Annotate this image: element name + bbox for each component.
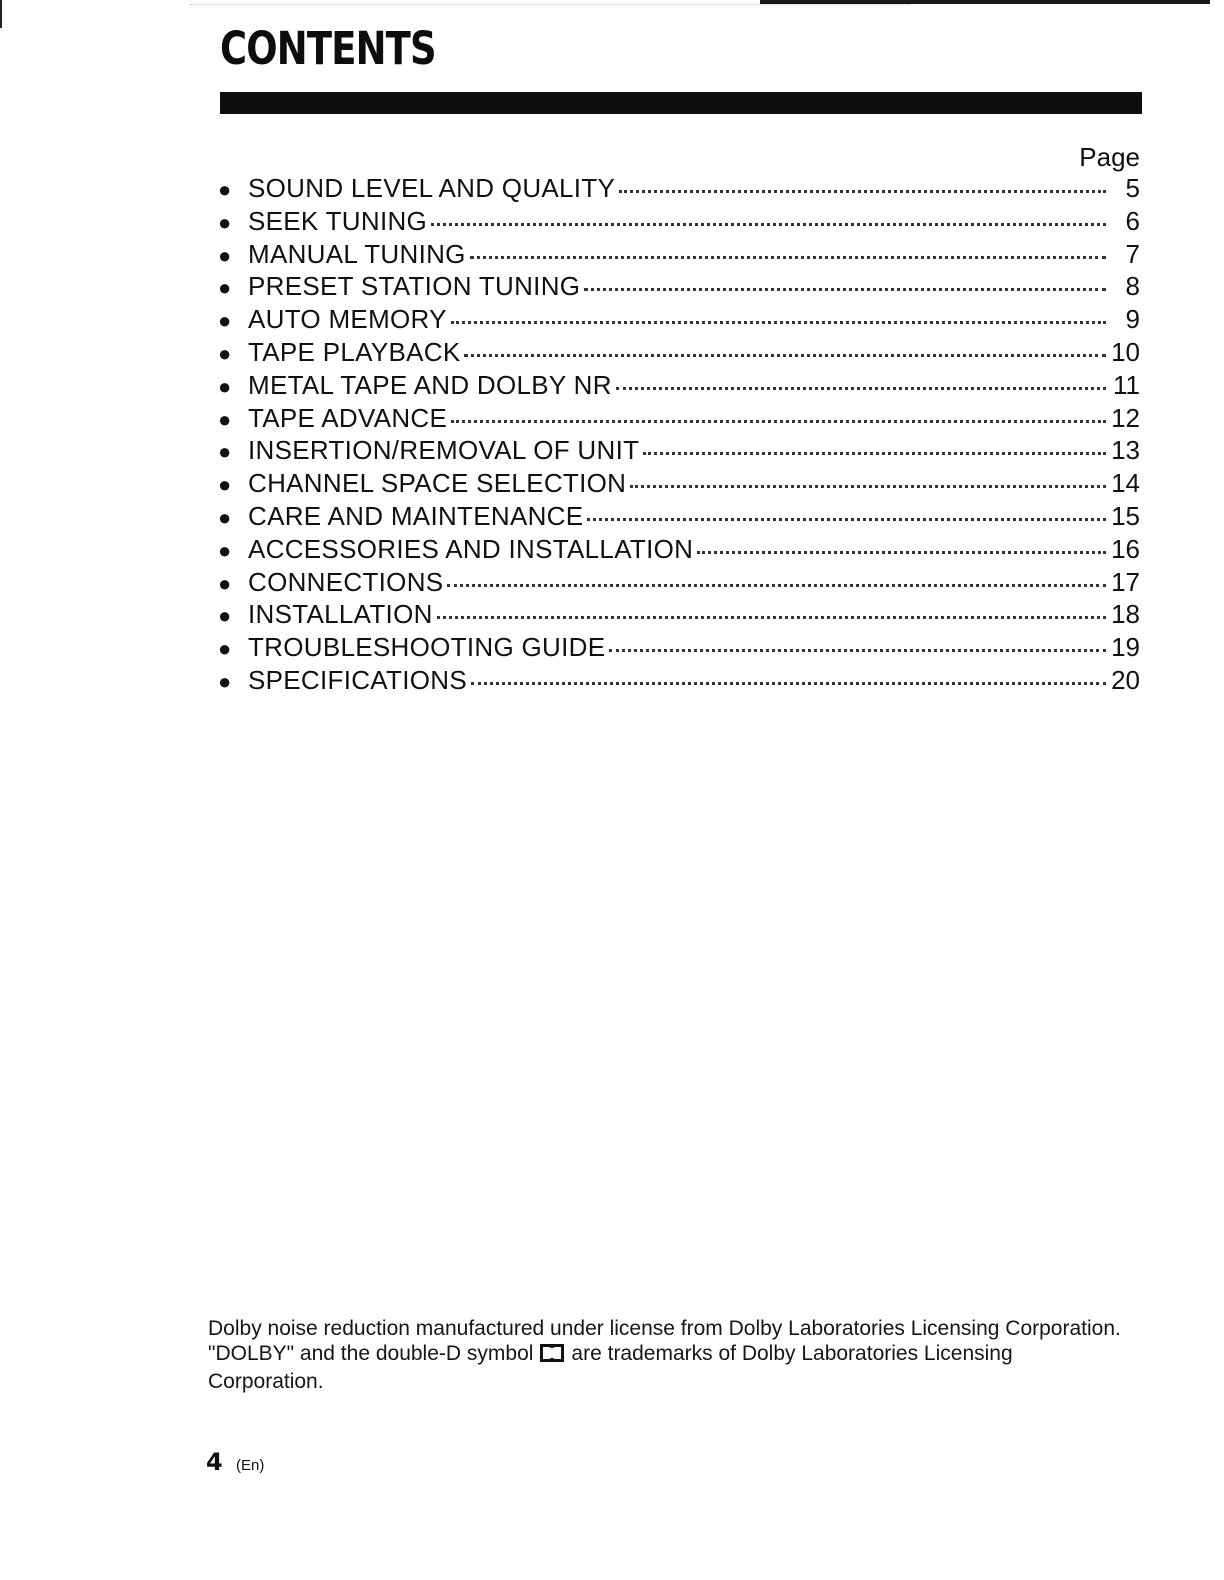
dot-leader [437, 616, 1106, 619]
dot-leader [447, 584, 1106, 587]
toc-entry-page: 8 [1125, 271, 1140, 302]
dot-leader [584, 288, 1106, 291]
toc-entry-page: 15 [1111, 500, 1140, 531]
dot-leader [464, 354, 1106, 357]
bullet-icon: ● [218, 603, 232, 629]
toc-entry [218, 467, 1140, 500]
toc-entry-page: 10 [1111, 336, 1140, 367]
toc-entry-title: INSTALLATION [248, 599, 433, 630]
toc-entry [218, 369, 1140, 402]
dot-leader [587, 518, 1106, 521]
bullet-icon: ● [218, 209, 232, 235]
toc-entry-page: 19 [1111, 632, 1140, 663]
bullet-icon: ● [218, 275, 232, 301]
page-title: CONTENTS [220, 22, 436, 75]
scan-edge-mark [0, 0, 2, 28]
bullet-icon: ● [218, 537, 232, 563]
dot-leader [470, 256, 1106, 259]
bullet-icon: ● [218, 472, 232, 498]
toc-entry [218, 434, 1140, 467]
dot-leader [471, 682, 1106, 685]
bullet-icon: ● [218, 242, 232, 268]
toc-entry [218, 598, 1140, 631]
trademark-text [208, 1341, 1128, 1394]
page-number: 4 [206, 1448, 223, 1476]
dot-leader [609, 649, 1106, 652]
bullet-icon: ● [218, 340, 232, 366]
toc-entry-page: 5 [1125, 173, 1140, 203]
trademark-text-after: are trademarks of Dolby Laboratories Licensing Corporation. [208, 1342, 1013, 1393]
page-language: (En) [236, 1457, 265, 1474]
top-rule [760, 0, 1210, 4]
toc-entry-title: TROUBLESHOOTING GUIDE [248, 632, 606, 663]
scan-speckle [190, 4, 910, 13]
toc-entry [218, 205, 1140, 238]
toc-entry-title: PRESET STATION TUNING [248, 271, 581, 302]
toc-entry-page: 12 [1111, 402, 1140, 433]
toc-entry-title: AUTO MEMORY [248, 304, 447, 335]
toc-entry-page: 14 [1111, 468, 1140, 499]
toc-entry [218, 566, 1140, 599]
toc-entry-title: CHANNEL SPACE SELECTION [248, 468, 627, 499]
toc-entry [218, 270, 1140, 303]
toc-entry-title: SPECIFICATIONS [248, 664, 467, 695]
toc-entry [218, 172, 1140, 205]
toc-entry-page: 18 [1111, 599, 1140, 630]
toc-entry [218, 402, 1140, 435]
trademark-text-before: "DOLBY" and the double-D symbol [208, 1342, 534, 1365]
toc-entry-page: 20 [1111, 664, 1140, 695]
toc-entry-title: ACCESSORIES AND INSTALLATION [248, 533, 694, 564]
toc-entry-page: 16 [1111, 533, 1140, 564]
dolby-notice [208, 1316, 1128, 1394]
toc-entry-title: CARE AND MAINTENANCE [248, 500, 584, 531]
toc-entry-page: 17 [1111, 566, 1140, 597]
dot-leader [431, 223, 1106, 226]
bullet-icon: ● [218, 373, 232, 399]
toc-entry [218, 533, 1140, 566]
bullet-icon: ● [218, 636, 232, 662]
toc-entry [218, 500, 1140, 533]
toc-entry [218, 336, 1140, 369]
bullet-icon: ● [218, 504, 232, 530]
bullet-icon: ● [218, 406, 232, 432]
dot-leader [643, 452, 1106, 455]
table-of-contents [218, 172, 1140, 697]
dot-leader [630, 485, 1106, 488]
dot-leader [697, 551, 1106, 554]
toc-entry-title: TAPE PLAYBACK [248, 336, 461, 367]
toc-entry [218, 664, 1140, 697]
toc-entry-title: CONNECTIONS [248, 566, 444, 597]
bullet-icon: ● [218, 439, 232, 465]
toc-entry [218, 238, 1140, 271]
dot-leader [619, 190, 1106, 193]
toc-entry-page: 11 [1113, 369, 1140, 400]
toc-entry-page: 9 [1125, 304, 1140, 335]
toc-entry-title: METAL TAPE AND DOLBY NR [248, 369, 612, 400]
bullet-icon: ● [218, 177, 232, 202]
page-column-label: Page [1079, 142, 1140, 172]
toc-entry-page: 7 [1125, 238, 1140, 269]
license-text: Dolby noise reduction manufactured under license from Dolby Laboratories Licensing Corporation. [208, 1317, 1121, 1340]
dot-leader [451, 321, 1106, 324]
toc-entry-title: SEEK TUNING [248, 205, 428, 236]
dot-leader [451, 420, 1106, 423]
bullet-icon: ● [218, 668, 232, 694]
dot-leader [616, 387, 1106, 390]
toc-entry-title: SOUND LEVEL AND QUALITY [248, 173, 616, 203]
bullet-icon: ● [218, 308, 232, 334]
toc-entry-page: 6 [1125, 205, 1140, 236]
dolby-double-d-icon [539, 1343, 565, 1369]
title-underline-bar [220, 92, 1142, 114]
bullet-icon: ● [218, 570, 232, 596]
toc-entry-page: 13 [1111, 435, 1140, 466]
toc-entry-title: INSERTION/REMOVAL OF UNIT [248, 435, 640, 466]
toc-entry [218, 631, 1140, 664]
toc-entry [218, 303, 1140, 336]
toc-entry-title: TAPE ADVANCE [248, 402, 448, 433]
toc-entry-title: MANUAL TUNING [248, 238, 466, 269]
